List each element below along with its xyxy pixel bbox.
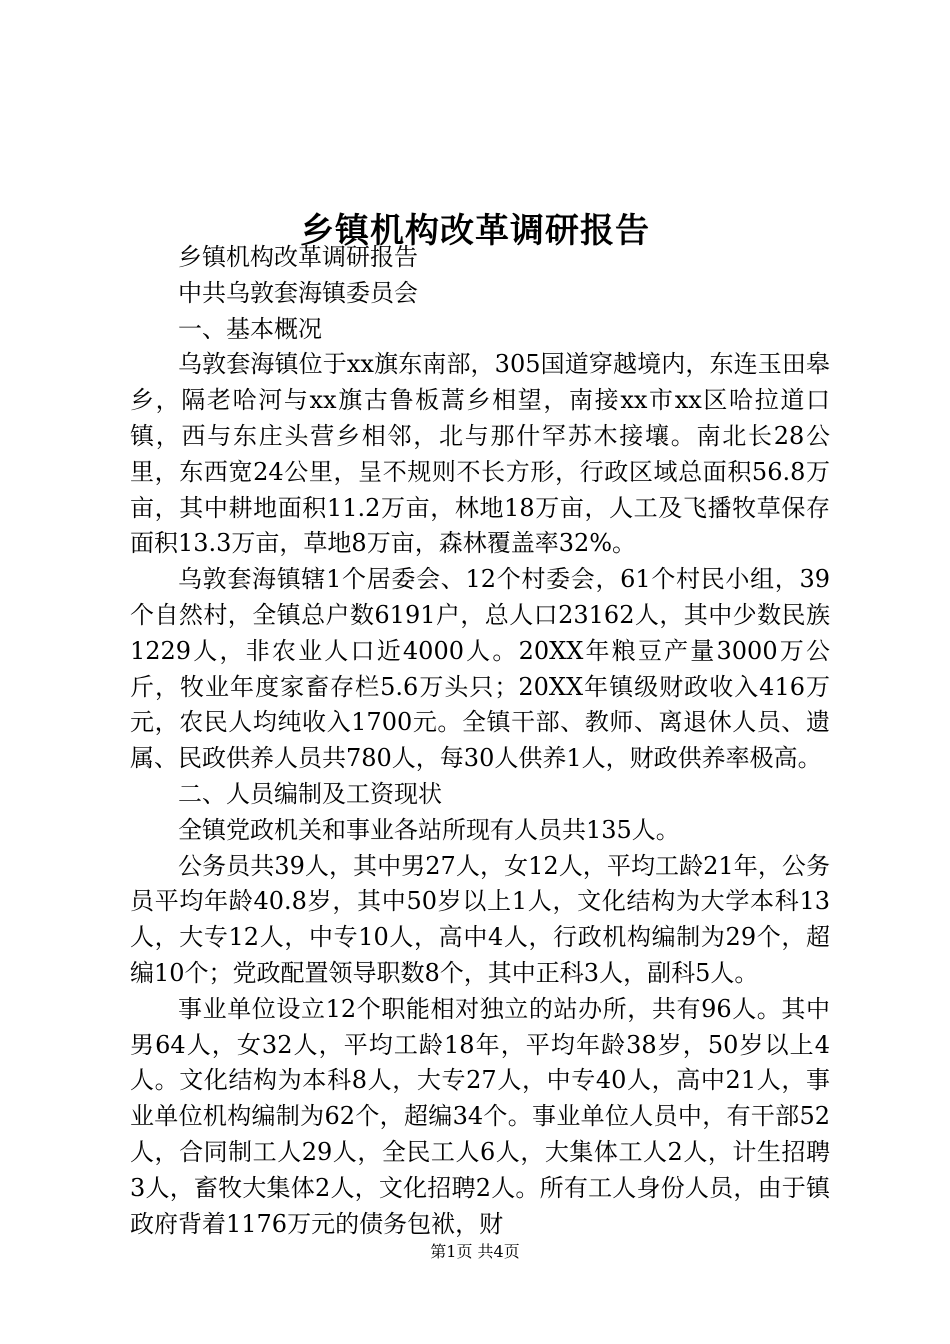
- paragraph-staff-total: 全镇党政机关和事业各站所现有人员共135人。: [178, 815, 680, 844]
- document-title: 乡镇机构改革调研报告: [300, 210, 650, 251]
- paragraph-population: 乌敦套海镇辖1个居委会、12个村委会，61个村民小组，39个自然村，全镇总户数6191户，总人口23162人，其中少数民族1229人，非农业人口近4000人。20XX年粮豆产量3000万公斤，牧业年度家畜存栏5.6万头只；20XX年镇级财政收入416万元，农民人均纯收入1700元。全镇干部、教师、离退休人员、遗属、民政供养人员共780人，每30人供养1人，财政供养率极高。: [130, 565, 830, 773]
- paragraph-report-title: 乡镇机构改革调研报告: [178, 243, 418, 271]
- page-footer: 第1页 共4页: [430, 1242, 520, 1261]
- section-heading-basic-overview: 一、基本概况: [178, 314, 322, 343]
- paragraph-public-institutions: 事业单位设立12个职能相对独立的站办所，共有96人。其中男64人，女32人，平均工龄18年，平均年龄38岁，50岁以上4人。文化结构为本科8人，大专27人，中专40人，高中21人，事业单位机构编制为62个，超编34个。事业单位人员中，有干部52人，合同制工人29人，全民工人6人，大集体工人2人，计生招聘3人，畜牧大集体2人，文化招聘2人。所有工人身份人员，由于镇政府背着1176万元的债务包袱，财: [130, 994, 830, 1238]
- section-heading-staffing: 二、人员编制及工资现状: [178, 779, 442, 808]
- paragraph-civil-servants: 公务员共39人，其中男27人，女12人，平均工龄21年，公务员平均年龄40.8岁，其中50岁以上1人，文化结构为大学本科13人，大专12人，中专10人，高中4人，行政机构编制为29个，超编10个；党政配置领导职数8个，其中正科3人，副科5人。: [130, 851, 830, 987]
- paragraph-location: 乌敦套海镇位于xx旗东南部，305国道穿越境内，东连玉田皋乡，隔老哈河与xx旗古鲁板蒿乡相望，南接xx市xx区哈拉道口镇，西与东庄头营乡相邻，北与那什罕苏木接壤。南北长28公里，东西宽24公里，呈不规则不长方形，行政区域总面积56.8万亩，其中耕地面积11.2万亩，林地18万亩，人工及飞播牧草保存面积13.3万亩，草地8万亩，森林覆盖率32%。: [130, 350, 830, 558]
- paragraph-author: 中共乌敦套海镇委员会: [178, 278, 418, 307]
- document-body: [130, 240, 830, 1242]
